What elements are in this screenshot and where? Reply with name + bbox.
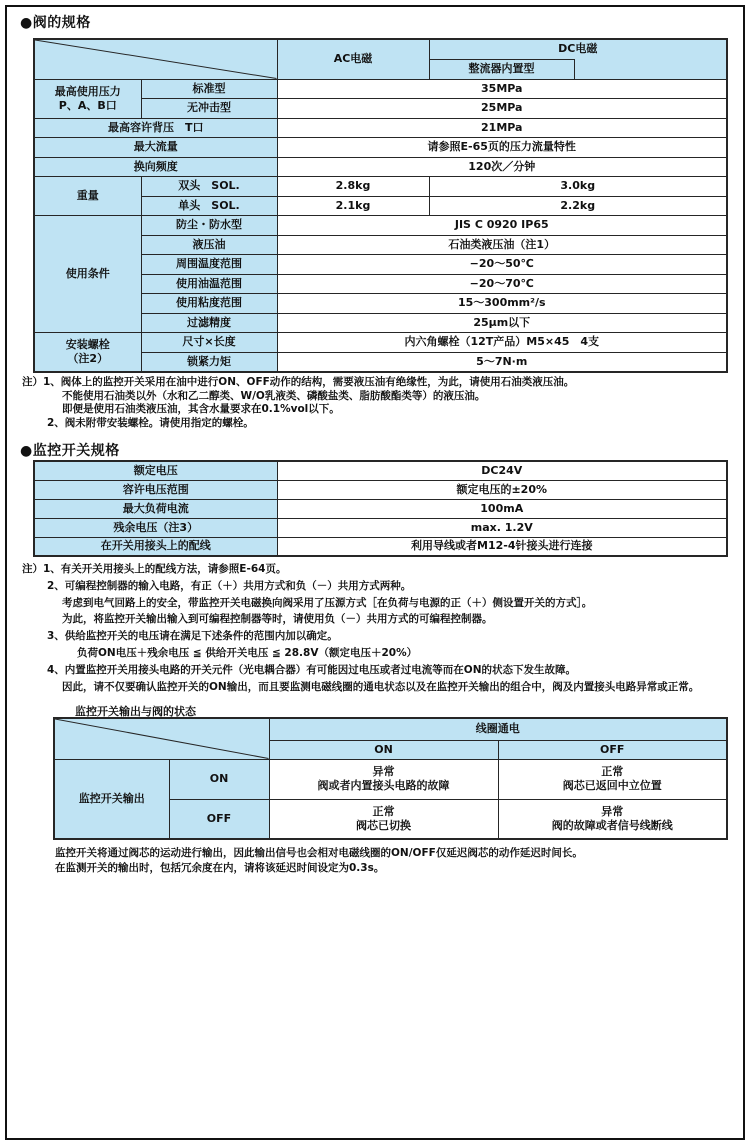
row-label-conditions: 使用条件 bbox=[34, 216, 141, 333]
switch-label-residual-voltage: 残余电压（注3） bbox=[34, 518, 277, 537]
status-cell-on-off bbox=[498, 759, 727, 799]
condition-value-ambient-temp: −20～50℃ bbox=[277, 255, 727, 275]
closing-line: 在监测开关的输出时，包括冗余度在内，请将该延迟时间设定为0.3s。 bbox=[55, 861, 385, 874]
status-text: 正常 bbox=[601, 765, 624, 779]
value-standard-pressure: 35MPa bbox=[277, 79, 727, 99]
value-weight-double-ac: 2.8kg bbox=[277, 177, 429, 197]
condition-label-dustproof: 防尘・防水型 bbox=[141, 216, 277, 236]
condition-label-viscosity: 使用粘度范围 bbox=[141, 294, 277, 314]
switch-value-rated-voltage: DC24V bbox=[277, 461, 727, 480]
valve-note-line: 注）1、阀体上的监控开关采用在油中进行ON、OFF动作的结构，需要液压油有绝缘性，为此，请使用石油类液压油。 bbox=[22, 376, 575, 388]
diagonal-line bbox=[55, 719, 269, 759]
condition-label-oil-temp: 使用油温范围 bbox=[141, 274, 277, 294]
status-text: 异常 bbox=[601, 805, 624, 818]
bolt-label-size: 尺寸×长度 bbox=[141, 333, 277, 353]
status-table bbox=[53, 717, 728, 840]
switch-label-rated-voltage: 额定电压 bbox=[34, 461, 277, 480]
value-weight-double-dc: 3.0kg bbox=[429, 177, 727, 197]
switch-value-max-current: 100mA bbox=[277, 499, 727, 518]
row-sublabel-shockless: 无冲击型 bbox=[141, 99, 277, 119]
condition-label-fluid: 液压油 bbox=[141, 235, 277, 255]
row-label-bolt bbox=[34, 333, 141, 372]
condition-value-filtration: 25μm以下 bbox=[277, 313, 727, 333]
max-pressure-label-line1: 最高使用压力 bbox=[54, 84, 121, 98]
max-pressure-label-line2: P、A、B口 bbox=[58, 98, 117, 112]
condition-label-filtration: 过滤精度 bbox=[141, 313, 277, 333]
condition-value-fluid: 石油类液压油（注1） bbox=[277, 235, 727, 255]
bolt-label-torque: 锁紧力矩 bbox=[141, 352, 277, 372]
condition-value-dustproof: JIS C 0920 IP65 bbox=[277, 216, 727, 236]
diagonal-line bbox=[35, 40, 277, 79]
switch-note-line: 注）1、有关开关用接头上的配线方法，请参照E-64页。 bbox=[22, 563, 287, 575]
switch-note-line: 3、供给监控开关的电压请在满足下述条件的范围内加以确定。 bbox=[47, 630, 338, 643]
closing-paragraph bbox=[55, 846, 583, 875]
value-weight-single-ac: 2.1kg bbox=[277, 196, 429, 216]
switch-value-voltage-range: 额定电压的±20% bbox=[277, 480, 727, 499]
status-desc: 阀芯已返回中立位置 bbox=[562, 779, 662, 792]
status-cell-off-off bbox=[498, 799, 727, 839]
header-coil-off: OFF bbox=[498, 740, 727, 759]
status-diagonal-header-cell bbox=[54, 718, 269, 759]
status-table-title: 监控开关输出与阀的状态 bbox=[75, 705, 196, 718]
header-coil-energized: 线圈通电 bbox=[269, 718, 727, 740]
closing-line: 监控开关将通过阀芯的运动进行输出，因此输出信号也会相对电磁线圈的ON/OFF仅延迟阀芯的动作延迟时间长。 bbox=[55, 847, 583, 859]
valve-note-line: 即便是使用石油类液压油，其含水量要求在0.1%vol以下。 bbox=[62, 403, 340, 415]
switch-note-line: 考虑到电气回路上的安全，带监控开关电磁换向阀采用了压源方式［在负荷与电源的正（＋）侧设置开关的方式］。 bbox=[62, 596, 593, 609]
header-cell-ac: AC电磁 bbox=[277, 39, 429, 79]
row-label-switch-output: 监控开关输出 bbox=[54, 759, 169, 839]
switch-note-line: 为此，将监控开关输出输入到可编程控制器等时，请使用负（－）共用方式的可编程控制器。 bbox=[62, 613, 493, 626]
valve-notes bbox=[22, 376, 574, 430]
switch-label-max-current: 最大负荷电流 bbox=[34, 499, 277, 518]
switch-value-wiring: 利用导线或者M12-4针接头进行连接 bbox=[277, 537, 727, 556]
value-weight-single-dc: 2.2kg bbox=[429, 196, 727, 216]
status-text: 异常 bbox=[372, 765, 395, 779]
bolt-label-line2: （注2） bbox=[67, 351, 109, 365]
value-back-pressure: 21MPa bbox=[277, 118, 727, 138]
bolt-value-torque: 5～7N·m bbox=[277, 352, 727, 372]
switch-value-residual-voltage: max. 1.2V bbox=[277, 518, 727, 537]
row-sublabel-output-off: OFF bbox=[169, 799, 269, 839]
switch-note-line: 因此，请不仅要确认监控开关的ON输出，而且要监测电磁线圈的通电状态以及在监控开关输出的组合中，阀及内置接头电路异常或正常。 bbox=[62, 680, 700, 693]
row-label-back-pressure: 最高容许背压 T口 bbox=[34, 118, 277, 138]
status-desc: 阀芯已切换 bbox=[356, 818, 411, 832]
status-desc: 阀或者内置接头电路的故障 bbox=[317, 779, 450, 792]
valve-note-line: 2、阀未附带安装螺栓。请使用指定的螺栓。 bbox=[47, 416, 254, 429]
bolt-label-line1: 安装螺栓 bbox=[65, 338, 110, 351]
switch-label-wiring: 在开关用接头上的配线 bbox=[34, 537, 277, 556]
bolt-value-size: 内六角螺栓（12T产品）M5×45 4支 bbox=[277, 333, 727, 353]
value-shockless-pressure: 25MPa bbox=[277, 99, 727, 119]
condition-value-viscosity: 15～300mm²/s bbox=[277, 294, 727, 314]
status-cell-off-on bbox=[269, 799, 498, 839]
switch-spec-table bbox=[33, 460, 728, 557]
value-max-flow: 请参照E-65页的压力流量特性 bbox=[277, 138, 727, 158]
switch-note-line: 4、内置监控开关用接头电路的开关元件（光电耦合器）有可能因过电压或者过电流等而在ON的状态下发生故障。 bbox=[47, 663, 577, 676]
valve-spec-table bbox=[33, 38, 728, 373]
switch-spec-title: ●监控开关规格 bbox=[20, 443, 120, 459]
header-cell-dc: DC电磁 bbox=[429, 39, 727, 59]
switch-label-voltage-range: 容许电压范围 bbox=[34, 480, 277, 499]
status-cell-on-on bbox=[269, 759, 498, 799]
row-label-frequency: 换向频度 bbox=[34, 157, 277, 177]
header-cell-dc-sub: 整流器内置型 bbox=[429, 59, 574, 79]
condition-label-ambient-temp: 周围温度范围 bbox=[141, 255, 277, 275]
valve-note-line: 不能使用石油类以外（水和乙二醇类、W/O乳液类、磷酸盐类、脂肪酸酯类等）的液压油。 bbox=[62, 389, 486, 402]
header-coil-on: ON bbox=[269, 740, 498, 759]
status-text: 正常 bbox=[372, 805, 395, 818]
header-cell-dc-empty bbox=[574, 59, 727, 79]
diagonal-header-cell bbox=[34, 39, 277, 79]
switch-notes bbox=[22, 561, 699, 695]
row-sublabel-output-on: ON bbox=[169, 759, 269, 799]
row-label-weight: 重量 bbox=[34, 177, 141, 216]
valve-spec-title: ●阀的规格 bbox=[20, 15, 91, 31]
switch-note-formula: 负荷ON电压＋残余电压 ≦ 供给开关电压 ≦ 28.8V（额定电压＋20%） bbox=[77, 646, 418, 659]
row-sublabel-double-sol: 双头 SOL. bbox=[141, 177, 277, 197]
condition-value-oil-temp: −20～70℃ bbox=[277, 274, 727, 294]
status-desc: 阀的故障或者信号线断线 bbox=[551, 818, 673, 832]
row-label-max-flow: 最大流量 bbox=[34, 138, 277, 158]
row-sublabel-single-sol: 单头 SOL. bbox=[141, 196, 277, 216]
switch-note-line: 2、可编程控制器的输入电路，有正（＋）共用方式和负（－）共用方式两种。 bbox=[47, 579, 412, 592]
row-label-max-pressure bbox=[34, 79, 141, 118]
value-frequency: 120次／分钟 bbox=[277, 157, 727, 177]
row-sublabel-standard: 标准型 bbox=[141, 79, 277, 99]
